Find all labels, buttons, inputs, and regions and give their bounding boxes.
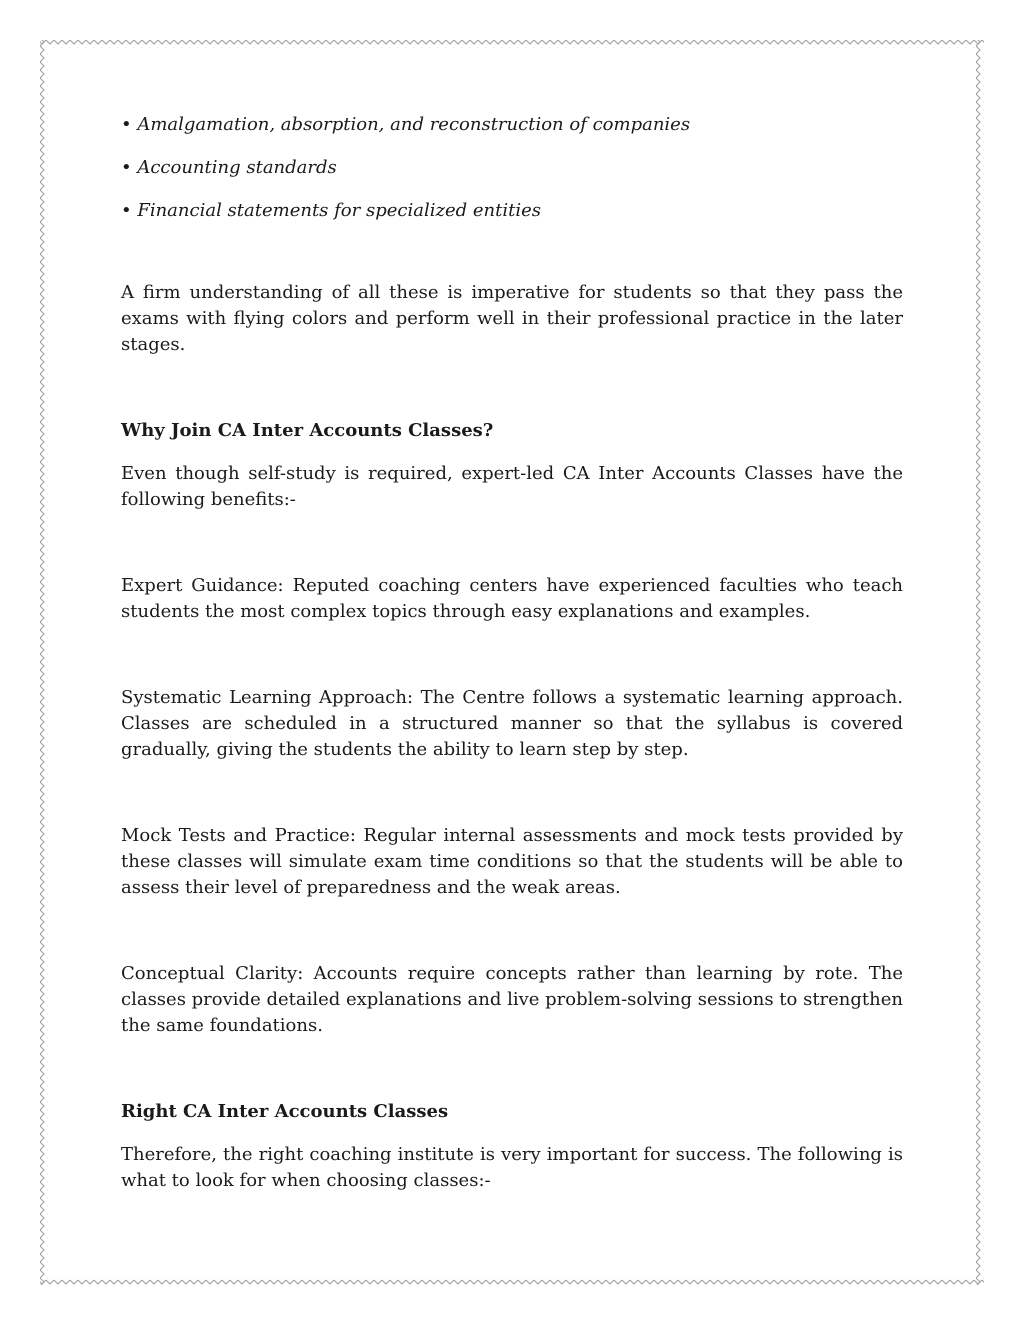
benefit-systematic-learning: Systematic Learning Approach: The Centre follows a systematic learning approach. Classes are scheduled in a structured manner so that the syllabus is covered gradually, giving the students the ability to learn step by step. [121,687,903,760]
intro-paragraph: A firm understanding of all these is imperative for students so that they pass the exams with flying colors and perform well in their professional practice in the later stages. [121,282,903,355]
benefit-mock-tests: Mock Tests and Practice: Regular internal assessments and mock tests provided by these classes will simulate exam time conditions so that the students will be able to assess their level of preparedness and the weak areas. [121,825,903,898]
section-heading-why-join: Why Join CA Inter Accounts Classes? [121,420,494,441]
benefit-expert-guidance: Expert Guidance: Reputed coaching centers have experienced faculties who teach students the most complex topics through easy explanations and examples. [121,575,903,622]
list-item: • Amalgamation, absorption, and reconstruction of companies [121,114,691,135]
section-lead-paragraph: Therefore, the right coaching institute is very important for success. The following is what to look for when choosing classes:- [121,1144,903,1191]
list-item: • Accounting standards [121,157,337,178]
document-body [121,112,903,1194]
section-heading-right-classes: Right CA Inter Accounts Classes [121,1101,449,1122]
list-item: • Financial statements for specialized entities [121,200,541,221]
section-lead-paragraph: Even though self-study is required, expert-led CA Inter Accounts Classes have the following benefits:- [121,463,903,510]
topic-list [121,112,903,224]
benefit-conceptual-clarity: Conceptual Clarity: Accounts require concepts rather than learning by rote. The classes provide detailed explanations and live problem-solving sessions to strengthen the same foundations. [121,963,903,1036]
